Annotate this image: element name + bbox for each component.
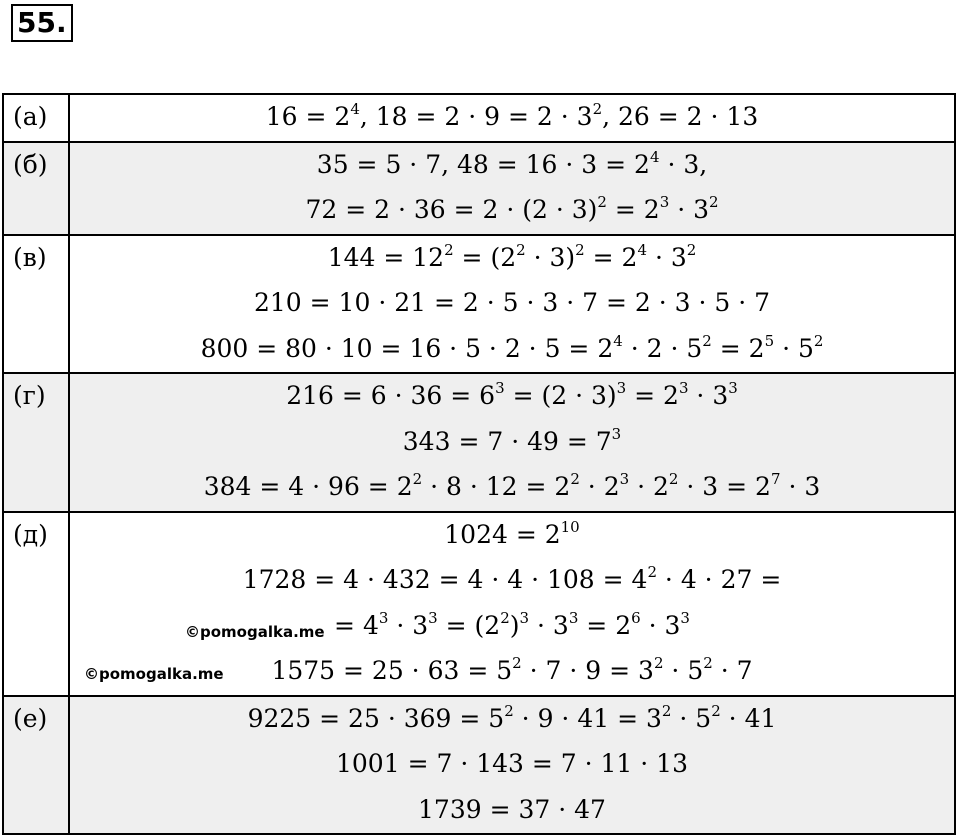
exponent: 2 <box>703 654 713 672</box>
equation-text: , 18 = 2 · 9 = 2 · 3 <box>359 102 593 131</box>
equation-text: = 2 <box>578 610 632 640</box>
equation-text: = 2 <box>606 195 660 224</box>
equation-text: 9225 = 25 · 369 = 5 <box>247 703 505 733</box>
item-label: (в) <box>3 235 69 374</box>
equation-text: · 3 <box>688 381 729 410</box>
exponent: 10 <box>560 517 580 536</box>
equation-text: = (2 <box>453 242 517 272</box>
exponent: 4 <box>649 147 660 166</box>
item-row <box>3 373 955 512</box>
exponent: 2 <box>516 240 526 259</box>
item-label: (е) <box>3 696 69 835</box>
exponent: 4 <box>613 331 623 350</box>
item-label: (б) <box>3 142 69 235</box>
equation-text: · 7 · 9 = 3 <box>521 656 654 685</box>
exponent: 3 <box>659 193 670 211</box>
exponent: 2 <box>570 470 580 488</box>
equation-line <box>70 513 954 559</box>
exponent: 4 <box>637 240 647 259</box>
equation-line <box>70 236 954 282</box>
equation-text: = 2 <box>584 242 638 272</box>
exponent: 2 <box>709 193 719 211</box>
exponent: 2 <box>504 701 514 720</box>
equation-text: · 3 <box>388 610 429 640</box>
exponent: 3 <box>428 608 438 627</box>
equation-text: = (2 <box>437 610 501 640</box>
equation-text: · 7 <box>712 656 753 685</box>
exponent: 6 <box>631 608 641 627</box>
equation-text: = 4 <box>334 610 379 640</box>
item-content <box>69 142 955 235</box>
exponent: 2 <box>597 193 607 211</box>
equation-line <box>70 327 954 373</box>
equation-text: · 3 <box>780 472 821 501</box>
exponent: 5 <box>764 331 775 350</box>
item-label: (г) <box>3 373 69 512</box>
solution-table <box>2 93 956 835</box>
item-content <box>69 696 955 835</box>
exponent: 3 <box>378 608 389 627</box>
equation-text: 800 = 80 · 10 = 16 · 5 · 2 · 5 = 2 <box>200 333 614 363</box>
exponent: 2 <box>412 470 423 488</box>
equation-text: 1001 = 7 · 143 = 7 · 11 · 13 <box>336 749 688 778</box>
exponent: 3 <box>619 470 630 488</box>
equation-text: 1739 = 37 · 47 <box>418 794 606 824</box>
exponent: 2 <box>512 654 522 672</box>
exponent: 4 <box>350 100 360 118</box>
equation-text: 1575 = 25 · 63 = 5 <box>271 656 513 685</box>
equation-line <box>70 558 954 604</box>
equation-text: 144 = 12 <box>327 242 445 272</box>
equation-text: · 3) <box>525 242 576 272</box>
exponent: 2 <box>702 331 712 350</box>
item-content <box>69 235 955 374</box>
equation-text: = 2 <box>711 333 765 363</box>
equation-line <box>70 188 954 234</box>
exponent: 3 <box>616 379 627 397</box>
equation-text: 216 = 6 · 36 = 6 <box>286 381 496 410</box>
exponent: 2 <box>813 331 824 350</box>
exponent: 3 <box>680 608 690 627</box>
equation-text: , 26 = 2 · 13 <box>602 102 759 131</box>
problem-number: 55. <box>11 4 73 42</box>
exponent: 3 <box>678 379 689 397</box>
item-row <box>3 94 955 142</box>
equation-text: · 3 <box>647 242 687 272</box>
equation-text: 1728 = 4 · 432 = 4 · 4 · 108 = 4 <box>242 565 648 594</box>
item-label: (д) <box>3 512 69 696</box>
exponent: 2 <box>575 240 585 259</box>
equation-text: · 3 = 2 <box>678 472 771 501</box>
equation-line <box>70 742 954 788</box>
equation-text: · 5 <box>774 333 814 363</box>
item-content <box>69 373 955 512</box>
exponent: 2 <box>668 470 679 488</box>
equation-text: · 2 <box>579 472 620 501</box>
item-content <box>69 94 955 142</box>
exponent: 3 <box>611 424 622 443</box>
equation-text: 210 = 10 · 21 = 2 · 5 · 3 · 7 = 2 · 3 · 5 · 7 <box>254 288 770 317</box>
exponent: 2 <box>500 608 510 627</box>
equation-text: 384 = 4 · 96 = 2 <box>203 472 413 501</box>
equation-text: · 3 <box>529 610 569 640</box>
exponent: 3 <box>495 379 505 397</box>
equation-text: · 3, <box>659 149 708 179</box>
equation-text: · 4 · 27 = <box>656 565 782 594</box>
item-label: (а) <box>3 94 69 142</box>
exponent: 7 <box>770 470 781 488</box>
exponent: 3 <box>568 608 579 627</box>
exponent: 2 <box>647 563 657 581</box>
watermark: ©pomogalka.me <box>185 623 325 641</box>
item-row <box>3 696 955 835</box>
equation-line <box>70 143 954 189</box>
equation-text: · 2 <box>629 472 669 501</box>
exponent: 2 <box>592 100 603 118</box>
equation-text: = (2 · 3) <box>504 381 617 410</box>
exponent: 2 <box>711 701 721 720</box>
equation-text: · 9 · 41 = 3 <box>513 703 662 733</box>
exponent: 2 <box>444 240 454 259</box>
equation-line <box>70 281 954 327</box>
exponent: 2 <box>661 701 672 720</box>
equation-text: = 2 <box>626 381 679 410</box>
watermark: ©pomogalka.me <box>84 665 224 683</box>
equation-text: · 5 <box>663 656 704 685</box>
exponent: 2 <box>686 240 697 259</box>
equation-line <box>70 420 954 466</box>
exponent: 3 <box>728 379 738 397</box>
equation-line <box>70 374 954 420</box>
equation-text: · 2 · 5 <box>622 333 703 363</box>
equation-text: · 3 <box>669 195 709 224</box>
equation-text: 16 = 2 <box>265 102 351 131</box>
equation-text: 35 = 5 · 7, 48 = 16 · 3 = 2 <box>316 149 650 179</box>
equation-text: 343 = 7 · 49 = 7 <box>402 426 612 456</box>
equation-text: 1024 = 2 <box>444 519 561 549</box>
equation-text: 72 = 2 · 36 = 2 · (2 · 3) <box>305 195 598 224</box>
equation-line <box>70 788 954 834</box>
exponent: 3 <box>519 608 530 627</box>
equation-line <box>70 465 954 511</box>
equation-text: · 8 · 12 = 2 <box>422 472 571 501</box>
equation-text: ) <box>509 610 520 640</box>
exponent: 2 <box>653 654 664 672</box>
equation-text: · 41 <box>720 703 777 733</box>
equation-text: · 5 <box>671 703 712 733</box>
equation-text: · 3 <box>640 610 681 640</box>
equation-line <box>70 697 954 743</box>
item-row <box>3 142 955 235</box>
item-row <box>3 235 955 374</box>
equation-line <box>70 95 954 141</box>
